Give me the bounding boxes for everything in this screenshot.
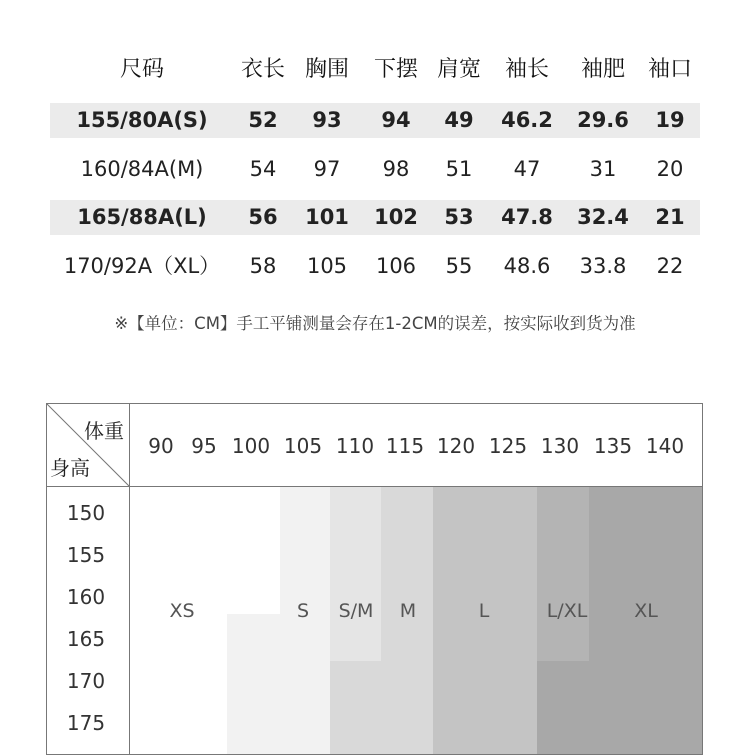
weight-label: 90 bbox=[148, 434, 174, 458]
weight-label: 125 bbox=[488, 434, 528, 458]
table-cell: 32.4 bbox=[577, 205, 629, 229]
table-cell: 52 bbox=[248, 108, 278, 132]
header-chest: 胸围 bbox=[304, 57, 349, 82]
table-cell: 33.8 bbox=[579, 254, 627, 278]
table-cell: 94 bbox=[381, 108, 411, 132]
weight-label: 115 bbox=[385, 434, 425, 458]
zone-s-step bbox=[227, 614, 280, 755]
weight-label: 110 bbox=[335, 434, 375, 458]
weight-label: 120 bbox=[436, 434, 476, 458]
table-cell: 165/88A(L) bbox=[77, 205, 207, 229]
table-cell: 51 bbox=[445, 157, 473, 181]
table-cell: 31 bbox=[589, 157, 617, 181]
measurement-note: ※【单位：CM】手工平铺测量会存在1-2CM的误差，按实际收到货为准 bbox=[114, 314, 636, 333]
table-cell: 58 bbox=[249, 254, 277, 278]
zone-label-sm: S/M bbox=[338, 600, 374, 622]
header-size: 尺码 bbox=[119, 57, 164, 82]
weight-label: 135 bbox=[593, 434, 633, 458]
table-cell: 47 bbox=[513, 157, 541, 181]
table-cell: 105 bbox=[306, 254, 348, 278]
weight-label: 105 bbox=[283, 434, 323, 458]
zone-label-xs: XS bbox=[169, 600, 195, 622]
table-cell: 47.8 bbox=[501, 205, 553, 229]
header-sleeve-length: 袖长 bbox=[504, 57, 549, 82]
table-cell: 170/92A（XL） bbox=[63, 254, 221, 278]
table-cell: 20 bbox=[656, 157, 684, 181]
height-label: 160 bbox=[66, 585, 106, 609]
header-length: 衣长 bbox=[240, 57, 285, 82]
header-shoulder: 肩宽 bbox=[436, 57, 481, 82]
height-label: 175 bbox=[66, 711, 106, 735]
header-hem: 下摆 bbox=[373, 57, 418, 82]
table-cell: 101 bbox=[305, 205, 349, 229]
zone-label-m: M bbox=[399, 600, 417, 622]
table-cell: 155/80A(S) bbox=[76, 108, 208, 132]
height-label: 170 bbox=[66, 669, 106, 693]
height-label: 165 bbox=[66, 627, 106, 651]
table-cell: 19 bbox=[655, 108, 685, 132]
table-cell: 29.6 bbox=[577, 108, 629, 132]
table-cell: 48.6 bbox=[503, 254, 551, 278]
zone-lxl-lower bbox=[537, 661, 589, 755]
weight-label: 95 bbox=[191, 434, 217, 458]
table-cell: 160/84A(M) bbox=[80, 157, 204, 181]
table-cell: 22 bbox=[656, 254, 684, 278]
zone-label-s: S bbox=[296, 600, 310, 622]
header-sleeve-width: 袖肥 bbox=[580, 57, 625, 82]
corner-label-height: 身高 bbox=[50, 456, 90, 480]
table-cell: 21 bbox=[655, 205, 685, 229]
zone-label-xl: XL bbox=[634, 600, 658, 622]
weight-label: 100 bbox=[231, 434, 271, 458]
zone-sm-lower bbox=[330, 661, 381, 755]
table-cell: 49 bbox=[444, 108, 474, 132]
table-cell: 106 bbox=[375, 254, 417, 278]
table-cell: 55 bbox=[445, 254, 473, 278]
table-cell: 93 bbox=[312, 108, 342, 132]
table-cell: 46.2 bbox=[501, 108, 553, 132]
table-cell: 53 bbox=[444, 205, 474, 229]
table-cell: 54 bbox=[249, 157, 277, 181]
corner-label-weight: 体重 bbox=[84, 419, 124, 443]
weight-label: 130 bbox=[540, 434, 580, 458]
header-divider bbox=[47, 486, 703, 487]
header-cuff: 袖口 bbox=[647, 57, 692, 82]
table-cell: 98 bbox=[382, 157, 410, 181]
table-cell: 56 bbox=[248, 205, 278, 229]
table-cell: 97 bbox=[313, 157, 341, 181]
zone-label-l: L bbox=[478, 600, 490, 622]
weight-label: 140 bbox=[645, 434, 685, 458]
height-label: 150 bbox=[66, 501, 106, 525]
zone-label-lxl: L/XL bbox=[546, 600, 588, 622]
table-cell: 102 bbox=[374, 205, 418, 229]
height-label: 155 bbox=[66, 543, 106, 567]
